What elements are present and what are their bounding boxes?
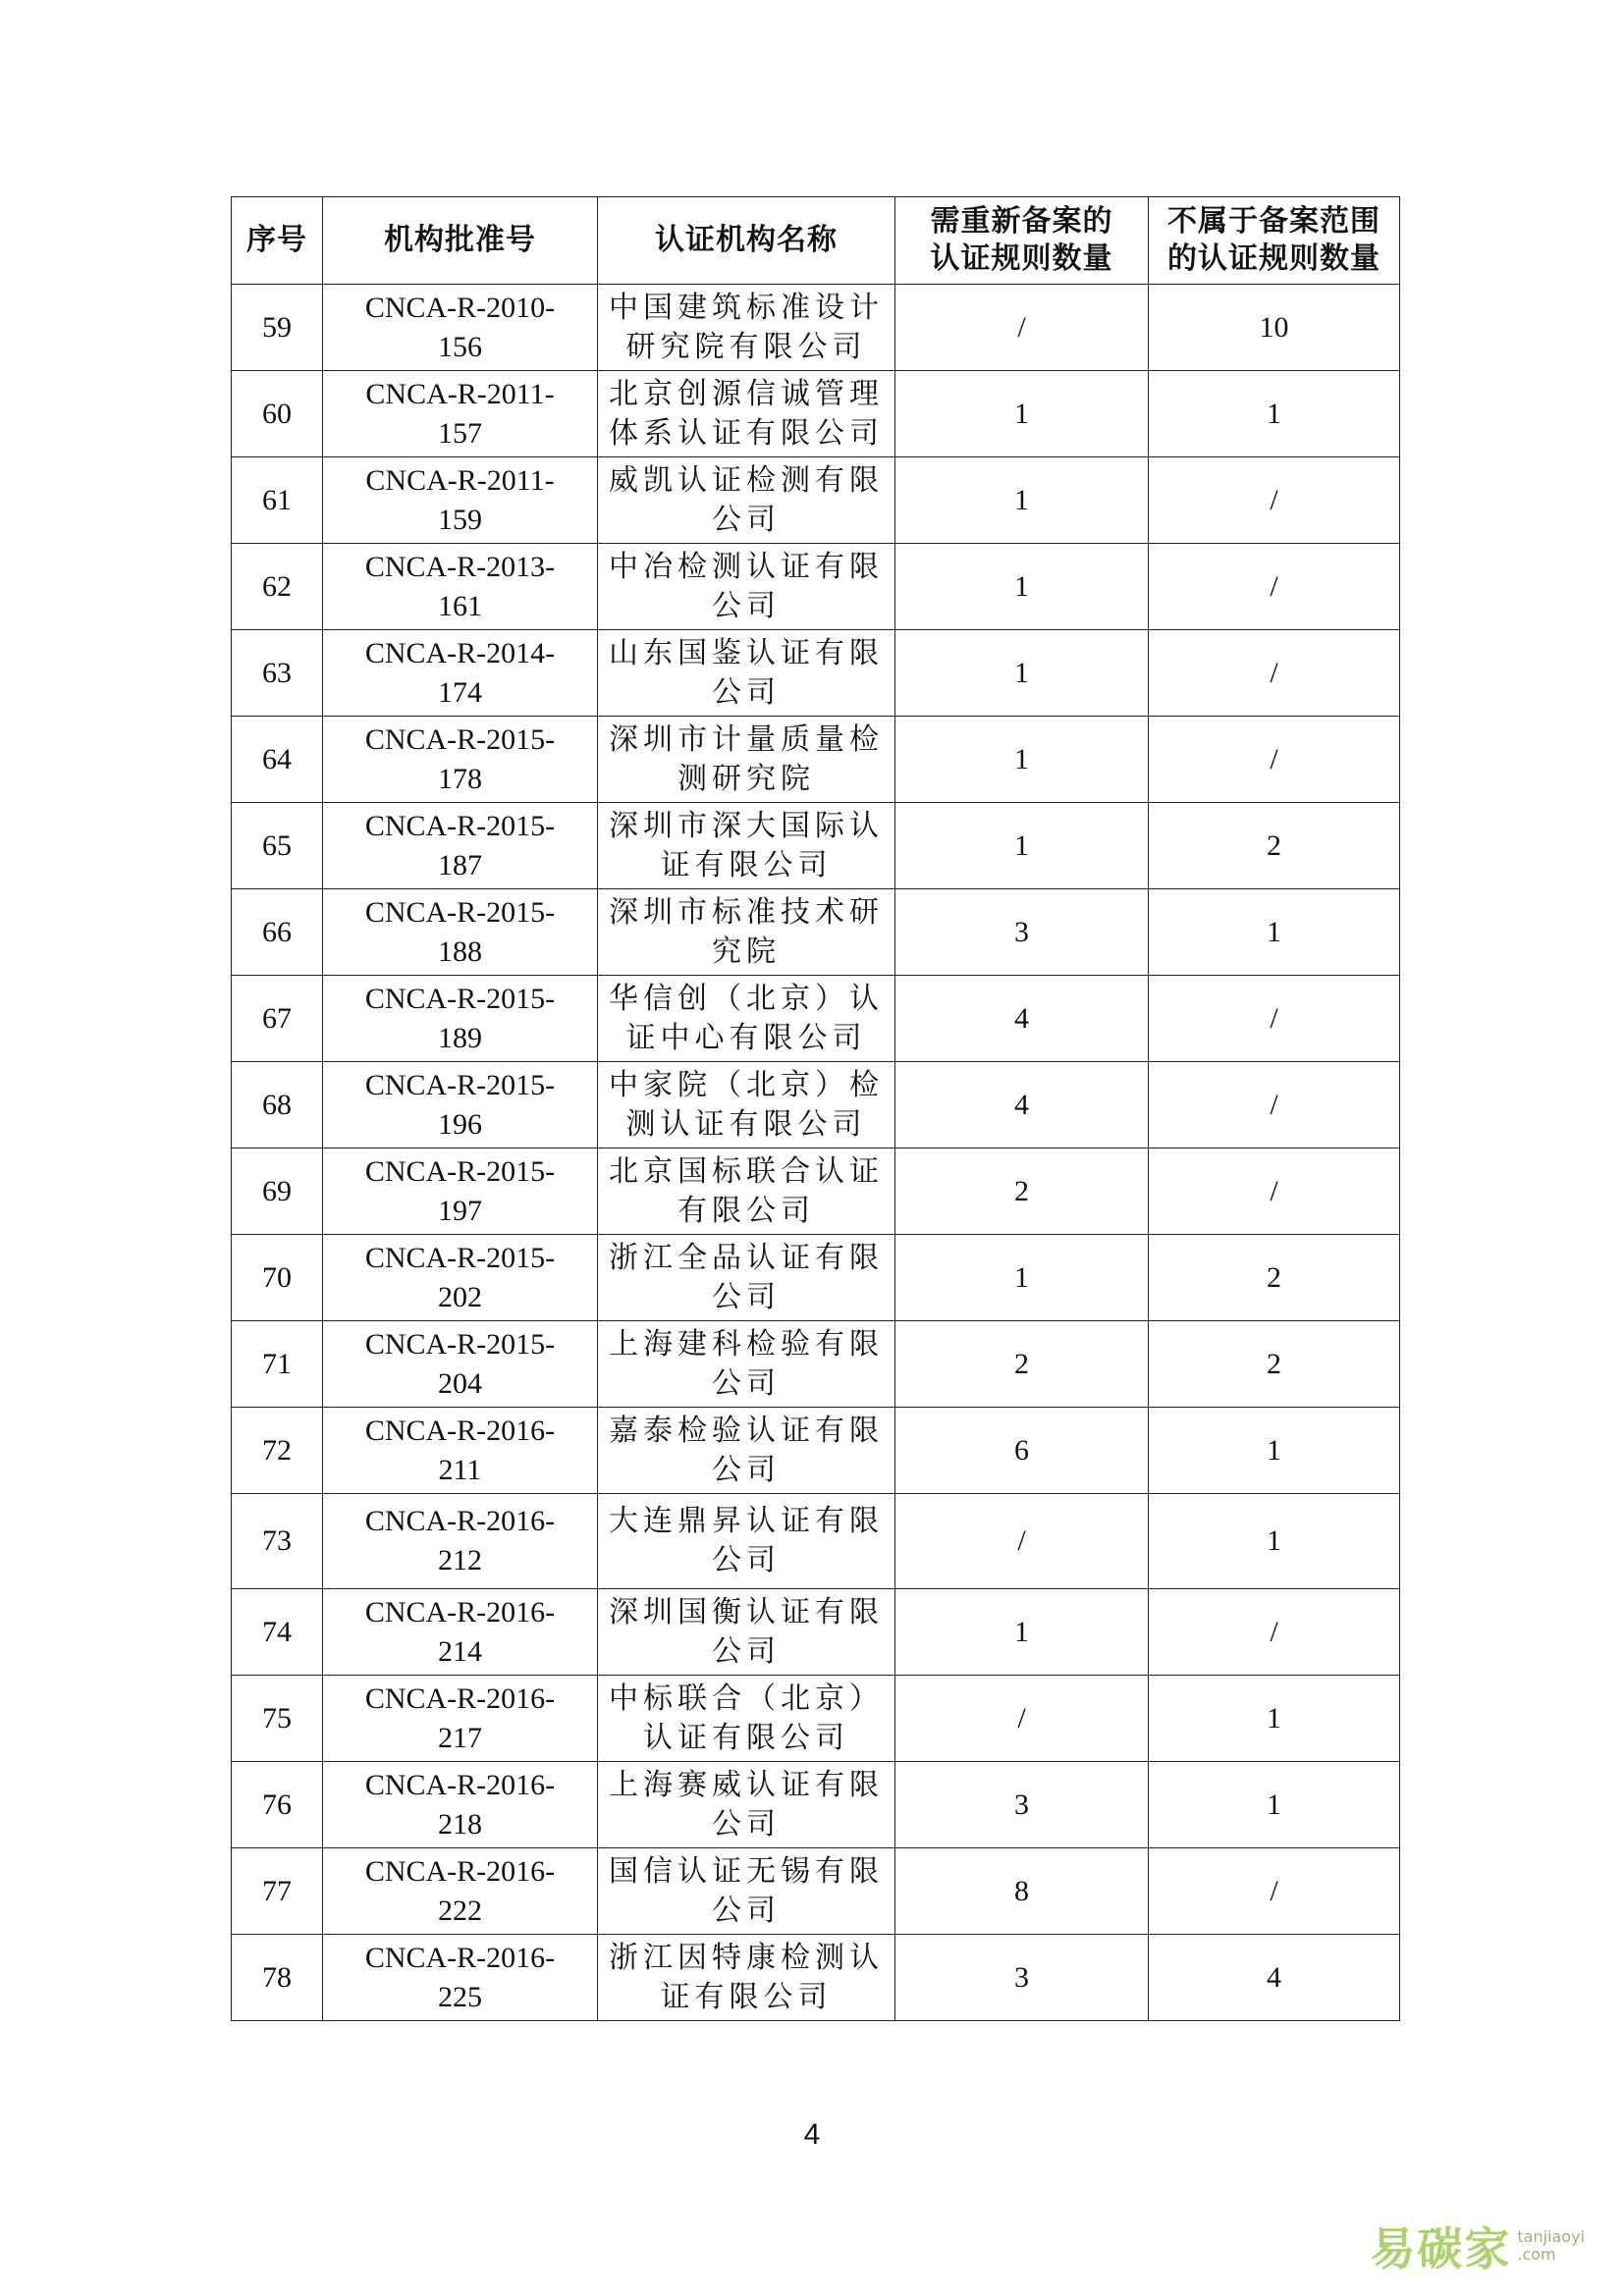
cell-approval-no [323,1762,598,1848]
cell-approval-no [323,1848,598,1935]
table-row [232,717,1400,803]
org-name-line1: 浙江全品认证有限 [609,1240,884,1275]
org-name-line1: 浙江因特康检测认 [609,1940,884,1975]
cell-org-name [598,544,895,630]
approval-no-line2: 157 [438,416,482,450]
header-seq: 序号 [232,197,323,285]
cell-org-name [598,1848,895,1935]
org-name-line1: 深圳市深大国际认 [609,808,884,843]
org-name-line2: 公司 [712,588,781,623]
approval-no-line1: CNCA-R-2015- [364,1327,556,1361]
header-refile-count [895,197,1149,285]
cell-out-of-scope-count: / [1149,1589,1400,1676]
cell-seq: 67 [232,976,323,1062]
approval-no-line2: 178 [438,762,482,795]
cell-org-name [598,1408,895,1494]
table-row [232,1321,1400,1408]
header-out-of-scope [1149,197,1400,285]
cell-out-of-scope-count: 10 [1149,285,1400,371]
org-name-line1: 深圳市标准技术研 [609,894,884,930]
cell-approval-no [323,285,598,371]
org-name-line2: 公司 [712,1279,781,1314]
header-approval-no: 机构批准号 [323,197,598,285]
cell-approval-no [323,1935,598,2021]
org-name-line1: 山东国鉴认证有限 [609,635,884,670]
org-name-line1: 大连鼎昇认证有限 [609,1504,884,1538]
org-name-line1: 中标联合（北京） [609,1681,884,1716]
cell-refile-count: 1 [895,717,1149,803]
cell-approval-no [323,1235,598,1321]
cell-out-of-scope-count: 2 [1149,1235,1400,1321]
approval-no-line1: CNCA-R-2016- [364,1941,556,1974]
approval-no-line2: 225 [438,1980,482,2013]
table-row [232,371,1400,457]
cell-refile-count: 1 [895,371,1149,457]
cell-approval-no [323,630,598,717]
watermark-logo [1370,2214,1585,2278]
approval-no-line2: 159 [438,503,482,536]
cell-org-name [598,285,895,371]
cell-seq: 70 [232,1235,323,1321]
org-name-line1: 北京创源信诚管理 [609,376,884,411]
watermark-brand: 易碳家 [1370,2222,1512,2275]
cell-approval-no [323,803,598,889]
org-name-line1: 威凯认证检测有限 [609,462,884,498]
cell-org-name [598,457,895,544]
cell-org-name [598,1235,895,1321]
table-row [232,1935,1400,2021]
org-name-line1: 国信认证无锡有限 [609,1853,884,1889]
org-name-line2: 公司 [712,1893,781,1928]
cell-refile-count: 1 [895,1235,1149,1321]
cell-approval-no [323,1408,598,1494]
org-name-line2: 公司 [712,674,781,710]
cell-seq: 78 [232,1935,323,2021]
cell-refile-count: 2 [895,1148,1149,1235]
org-name-line2: 研究院有限公司 [625,329,867,364]
table-row [232,1589,1400,1676]
approval-no-line2: 217 [438,1721,482,1754]
cell-out-of-scope-count: 4 [1149,1935,1400,2021]
org-name-line1: 上海赛威认证有限 [609,1767,884,1802]
cell-refile-count: / [895,285,1149,371]
cell-approval-no [323,889,598,976]
cell-refile-count: / [895,1676,1149,1762]
org-name-line1: 嘉泰检验认证有限 [609,1413,884,1448]
cell-org-name [598,371,895,457]
cell-seq: 71 [232,1321,323,1408]
cell-out-of-scope-count: / [1149,1848,1400,1935]
org-name-line2: 测研究院 [677,761,815,796]
cell-refile-count: / [895,1494,1149,1589]
approval-no-line2: 212 [438,1544,482,1576]
cell-refile-count: 3 [895,1935,1149,2021]
org-name-line1: 上海建科检验有限 [609,1326,884,1362]
org-name-line2: 有限公司 [677,1193,815,1228]
org-name-line2: 公司 [712,1543,781,1577]
table-row [232,1148,1400,1235]
approval-no-line1: CNCA-R-2016- [364,1414,556,1447]
cell-refile-count: 6 [895,1408,1149,1494]
cell-approval-no [323,371,598,457]
cell-org-name [598,1148,895,1235]
approval-no-line1: CNCA-R-2011- [365,377,555,410]
cell-refile-count: 4 [895,1062,1149,1148]
approval-no-line2: 174 [438,675,482,709]
org-name-line1: 中冶检测认证有限 [609,549,884,584]
table-row [232,1494,1400,1589]
cell-refile-count: 1 [895,1589,1149,1676]
approval-no-line1: CNCA-R-2015- [364,1241,556,1274]
org-name-line2: 公司 [712,1633,781,1669]
approval-no-line1: CNCA-R-2016- [364,1505,556,1537]
org-name-line2: 证中心有限公司 [625,1020,867,1055]
approval-no-line1: CNCA-R-2011- [365,463,555,497]
org-name-line2: 证有限公司 [660,1979,833,2014]
cell-org-name [598,630,895,717]
cell-refile-count: 8 [895,1848,1149,1935]
cell-approval-no [323,544,598,630]
org-name-line2: 公司 [712,1365,781,1401]
cell-out-of-scope-count: 1 [1149,1494,1400,1589]
cell-out-of-scope-count: 1 [1149,1676,1400,1762]
certification-rules-table [231,196,1400,2021]
table-row [232,457,1400,544]
cell-out-of-scope-count: / [1149,457,1400,544]
approval-no-line1: CNCA-R-2014- [364,636,556,669]
org-name-line2: 公司 [712,1806,781,1842]
approval-no-line2: 188 [438,934,482,968]
approval-no-line2: 214 [438,1634,482,1668]
cell-seq: 74 [232,1589,323,1676]
org-name-line2: 公司 [712,502,781,537]
org-name-line2: 证有限公司 [660,847,833,882]
cell-org-name [598,717,895,803]
cell-out-of-scope-count: / [1149,630,1400,717]
table-row [232,1062,1400,1148]
cell-refile-count: 1 [895,544,1149,630]
header-org-name: 认证机构名称 [598,197,895,285]
cell-seq: 64 [232,717,323,803]
org-name-line2: 认证有限公司 [643,1720,849,1755]
cell-refile-count: 1 [895,630,1149,717]
cell-org-name [598,1762,895,1848]
approval-no-line1: CNCA-R-2016- [364,1768,556,1801]
table-row [232,803,1400,889]
approval-no-line2: 202 [438,1280,482,1313]
page-number: 4 [803,2118,821,2151]
approval-no-line1: CNCA-R-2016- [364,1595,556,1629]
cell-org-name [598,803,895,889]
cell-refile-count: 4 [895,976,1149,1062]
cell-seq: 76 [232,1762,323,1848]
org-name-line1: 中家院（北京）检 [609,1067,884,1102]
cell-approval-no [323,1676,598,1762]
cell-approval-no [323,717,598,803]
cell-seq: 72 [232,1408,323,1494]
cell-approval-no [323,1494,598,1589]
watermark-domain-line2: .com [1517,2245,1556,2264]
cell-refile-count: 3 [895,1762,1149,1848]
watermark-domain-line1: tanjiaoyi [1517,2227,1585,2246]
cell-seq: 61 [232,457,323,544]
table-row [232,1235,1400,1321]
cell-approval-no [323,1148,598,1235]
approval-no-line1: CNCA-R-2015- [364,1068,556,1101]
approval-no-line2: 222 [438,1894,482,1927]
cell-seq: 68 [232,1062,323,1148]
cell-out-of-scope-count: 2 [1149,803,1400,889]
cell-approval-no [323,976,598,1062]
table-row [232,544,1400,630]
cell-seq: 63 [232,630,323,717]
cell-out-of-scope-count: / [1149,544,1400,630]
cell-out-of-scope-count: 1 [1149,371,1400,457]
table-row [232,1848,1400,1935]
approval-no-line2: 204 [438,1366,482,1400]
cell-org-name [598,976,895,1062]
approval-no-line2: 218 [438,1807,482,1841]
header-out-line2: 的认证规则数量 [1167,241,1380,276]
cell-org-name [598,889,895,976]
cell-org-name [598,1589,895,1676]
cell-approval-no [323,1589,598,1676]
cell-approval-no [323,1321,598,1408]
table-header-row [232,197,1400,285]
table-row [232,630,1400,717]
table-row [232,1408,1400,1494]
org-name-line1: 北京国标联合认证 [609,1153,884,1189]
cell-seq: 62 [232,544,323,630]
approval-no-line1: CNCA-R-2015- [364,895,556,929]
approval-no-line2: 187 [438,848,482,881]
table-row [232,285,1400,371]
table-body [232,285,1400,2021]
approval-no-line1: CNCA-R-2016- [364,1854,556,1888]
approval-no-line1: CNCA-R-2013- [364,550,556,583]
org-name-line1: 中国建筑标准设计 [609,290,884,325]
watermark-domain [1517,2228,1585,2264]
cell-out-of-scope-count: / [1149,1148,1400,1235]
cell-out-of-scope-count: / [1149,976,1400,1062]
cell-approval-no [323,1062,598,1148]
approval-no-line2: 156 [438,330,482,363]
cell-out-of-scope-count: 1 [1149,889,1400,976]
cell-out-of-scope-count: / [1149,1062,1400,1148]
approval-no-line1: CNCA-R-2015- [364,809,556,842]
approval-no-line2: 189 [438,1021,482,1054]
cell-out-of-scope-count: / [1149,717,1400,803]
approval-no-line1: CNCA-R-2015- [364,1154,556,1188]
cell-seq: 60 [232,371,323,457]
approval-no-line1: CNCA-R-2015- [364,982,556,1015]
cell-refile-count: 2 [895,1321,1149,1408]
org-name-line1: 深圳国衡认证有限 [609,1594,884,1629]
approval-no-line1: CNCA-R-2010- [364,291,556,324]
table-row [232,1762,1400,1848]
approval-no-line2: 196 [438,1107,482,1141]
cell-seq: 77 [232,1848,323,1935]
table-row [232,1676,1400,1762]
approval-no-line2: 197 [438,1194,482,1227]
table-row [232,889,1400,976]
org-name-line2: 究院 [712,934,781,969]
header-refile-line1: 需重新备案的 [930,204,1113,239]
cell-out-of-scope-count: 1 [1149,1408,1400,1494]
cell-refile-count: 1 [895,803,1149,889]
cell-seq: 73 [232,1494,323,1589]
org-name-line1: 华信创（北京）认 [609,981,884,1016]
org-name-line1: 深圳市计量质量检 [609,721,884,757]
cell-refile-count: 3 [895,889,1149,976]
cell-org-name [598,1494,895,1589]
cell-seq: 69 [232,1148,323,1235]
cell-seq: 66 [232,889,323,976]
cell-org-name [598,1676,895,1762]
table-row [232,976,1400,1062]
org-name-line2: 测认证有限公司 [625,1106,867,1142]
cell-org-name [598,1321,895,1408]
cell-org-name [598,1062,895,1148]
header-refile-line2: 认证规则数量 [930,241,1113,276]
cell-approval-no [323,457,598,544]
cell-seq: 59 [232,285,323,371]
cell-out-of-scope-count: 2 [1149,1321,1400,1408]
cell-out-of-scope-count: 1 [1149,1762,1400,1848]
org-name-line2: 体系认证有限公司 [609,415,884,451]
approval-no-line1: CNCA-R-2016- [364,1682,556,1715]
cell-seq: 75 [232,1676,323,1762]
approval-no-line1: CNCA-R-2015- [364,722,556,756]
cell-refile-count: 1 [895,457,1149,544]
org-name-line2: 公司 [712,1452,781,1487]
approval-no-line2: 161 [438,589,482,622]
approval-no-line2: 211 [438,1453,482,1486]
cell-seq: 65 [232,803,323,889]
cell-org-name [598,1935,895,2021]
header-out-line1: 不属于备案范围 [1167,204,1380,239]
